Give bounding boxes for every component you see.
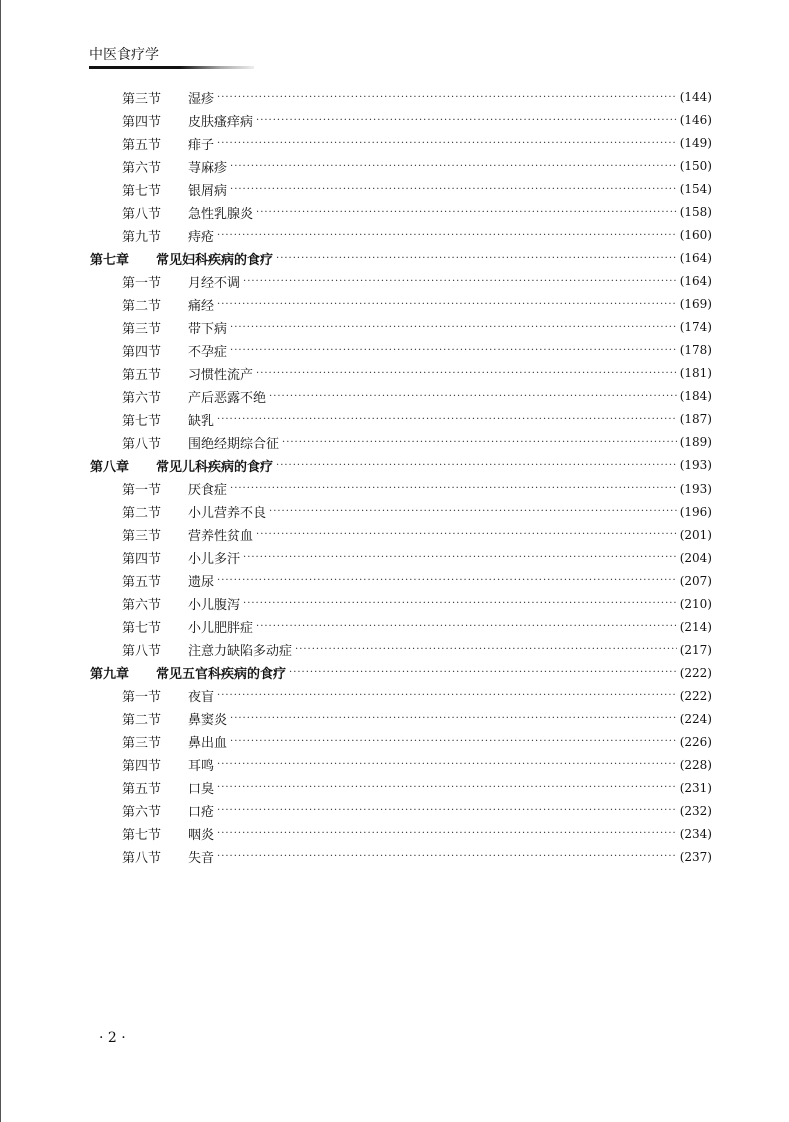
entry-number: 第七章 — [90, 252, 130, 268]
entry-page: (187) — [679, 412, 712, 427]
entry-title: 急性乳腺炎 — [188, 206, 254, 222]
entry-title: 痱子 — [188, 137, 215, 153]
toc-section-entry — [122, 754, 712, 776]
toc-section-entry — [122, 524, 712, 546]
entry-title: 痛经 — [188, 298, 215, 314]
entry-number: 第四节 — [122, 552, 162, 568]
dot-leader — [217, 759, 677, 770]
entry-title: 习惯性流产 — [188, 367, 254, 383]
entry-number: 第七节 — [122, 828, 162, 844]
entry-number: 第四节 — [122, 114, 162, 130]
dot-leader — [217, 575, 677, 586]
dot-leader — [230, 322, 677, 333]
dot-leader — [217, 299, 677, 310]
entry-page: (232) — [679, 803, 712, 818]
entry-title: 产后恶露不绝 — [188, 390, 267, 406]
toc-section-entry — [122, 593, 712, 615]
toc-chapter-entry — [90, 662, 712, 684]
dot-leader — [256, 529, 677, 540]
dot-leader — [230, 483, 677, 494]
entry-page: (193) — [679, 458, 712, 473]
toc-chapter-entry — [90, 454, 712, 476]
toc-section-entry — [122, 431, 712, 453]
entry-title: 银屑病 — [188, 183, 228, 199]
dot-leader — [276, 460, 677, 471]
entry-title: 夜盲 — [188, 690, 215, 706]
dot-leader — [243, 552, 677, 563]
entry-number: 第七节 — [122, 183, 162, 199]
entry-number: 第八节 — [122, 206, 162, 222]
entry-number: 第八节 — [122, 644, 162, 660]
dot-leader — [256, 115, 677, 126]
entry-number: 第二节 — [122, 506, 162, 522]
entry-title: 痔疮 — [188, 229, 215, 245]
entry-number: 第五节 — [122, 575, 162, 591]
entry-page: (150) — [679, 159, 712, 174]
dot-leader — [217, 414, 677, 425]
entry-page: (181) — [679, 366, 712, 381]
toc-section-entry — [122, 777, 712, 799]
entry-title: 鼻窦炎 — [188, 713, 228, 729]
entry-page: (144) — [679, 90, 712, 104]
entry-number: 第九节 — [122, 229, 162, 245]
toc-section-entry — [122, 731, 712, 753]
toc-section-entry — [122, 800, 712, 822]
entry-page: (231) — [679, 780, 712, 795]
entry-page: (228) — [679, 757, 712, 772]
entry-number: 第一节 — [122, 483, 162, 498]
entry-title: 失音 — [188, 851, 215, 867]
entry-page: (210) — [679, 596, 712, 611]
entry-title: 鼻出血 — [188, 736, 228, 752]
entry-title: 口臭 — [188, 782, 215, 798]
dot-leader — [289, 667, 677, 678]
entry-page: (160) — [679, 228, 712, 243]
dot-leader — [230, 736, 677, 747]
entry-title: 厌食症 — [188, 483, 228, 498]
entry-page: (201) — [679, 527, 712, 542]
entry-number: 第六节 — [122, 390, 162, 406]
toc-section-entry — [122, 501, 712, 523]
dot-leader — [217, 851, 677, 862]
toc-section-entry — [122, 846, 712, 868]
entry-page: (196) — [679, 504, 712, 519]
entry-title: 小儿腹泻 — [188, 598, 241, 614]
entry-title: 营养性贫血 — [188, 529, 254, 545]
entry-title: 湿疹 — [188, 91, 215, 107]
dot-leader — [243, 276, 677, 287]
dot-leader — [269, 391, 677, 402]
toc-section-entry — [122, 616, 712, 638]
entry-number: 第三节 — [122, 736, 162, 752]
entry-number: 第八章 — [90, 459, 130, 475]
entry-title: 荨麻疹 — [188, 160, 228, 176]
entry-number: 第一节 — [122, 275, 162, 291]
dot-leader — [230, 345, 677, 356]
entry-page: (149) — [679, 136, 712, 151]
toc-section-entry — [122, 316, 712, 338]
page-number: · 2 · — [99, 1030, 126, 1046]
entry-number: 第三节 — [122, 529, 162, 545]
entry-page: (204) — [679, 550, 712, 565]
dot-leader — [256, 621, 677, 632]
entry-page: (226) — [679, 734, 712, 749]
toc-section-entry — [122, 708, 712, 730]
dot-leader — [282, 437, 677, 448]
entry-title: 不孕症 — [188, 344, 228, 360]
entry-page: (193) — [679, 481, 712, 496]
toc-section-entry — [122, 408, 712, 430]
entry-page: (178) — [679, 343, 712, 358]
dot-leader — [256, 207, 677, 218]
entry-number: 第六节 — [122, 160, 162, 176]
entry-number: 第八节 — [122, 851, 162, 867]
dot-leader — [217, 138, 677, 149]
toc-section-entry — [122, 547, 712, 569]
toc-section-entry — [122, 86, 712, 108]
entry-page: (146) — [679, 113, 712, 128]
toc-section-entry — [122, 385, 712, 407]
entry-title: 皮肤瘙痒病 — [188, 114, 254, 130]
entry-title: 月经不调 — [188, 275, 241, 291]
entry-title: 小儿肥胖症 — [188, 621, 254, 637]
dot-leader — [256, 368, 677, 379]
entry-title: 常见五官科疾病的食疗 — [156, 667, 287, 683]
toc-section-entry — [122, 132, 712, 154]
toc-section-entry — [122, 293, 712, 315]
entry-number: 第七节 — [122, 413, 162, 429]
toc-section-entry — [122, 109, 712, 131]
entry-number: 第一节 — [122, 690, 162, 706]
dot-leader — [217, 828, 677, 839]
entry-number: 第六节 — [122, 598, 162, 614]
entry-number: 第八节 — [122, 436, 162, 452]
entry-page: (158) — [679, 205, 712, 220]
entry-title: 常见儿科疾病的食疗 — [156, 459, 274, 475]
entry-page: (224) — [679, 711, 712, 726]
toc-section-entry — [122, 639, 712, 661]
entry-title: 注意力缺陷多动症 — [188, 644, 293, 660]
toc-section-entry — [122, 270, 712, 292]
entry-page: (237) — [679, 849, 712, 864]
header-rule — [89, 66, 254, 69]
entry-page: (164) — [679, 274, 712, 289]
entry-page: (214) — [679, 619, 712, 634]
toc-section-entry — [122, 570, 712, 592]
dot-leader — [295, 644, 677, 655]
dot-leader — [276, 253, 677, 264]
toc-section-entry — [122, 155, 712, 177]
entry-number: 第二节 — [122, 298, 162, 314]
toc-section-entry — [122, 823, 712, 845]
dot-leader — [217, 805, 677, 816]
entry-title: 小儿多汗 — [188, 552, 241, 568]
entry-title: 耳鸣 — [188, 759, 215, 775]
entry-number: 第二节 — [122, 713, 162, 729]
entry-page: (222) — [679, 665, 712, 680]
entry-number: 第七节 — [122, 621, 162, 637]
dot-leader — [230, 184, 677, 195]
dot-leader — [217, 230, 677, 241]
entry-page: (169) — [679, 297, 712, 312]
dot-leader — [243, 598, 677, 609]
entry-page: (234) — [679, 826, 712, 841]
entry-number: 第四节 — [122, 759, 162, 775]
toc-section-entry — [122, 201, 712, 223]
entry-title: 缺乳 — [188, 413, 215, 429]
dot-leader — [217, 782, 677, 793]
dot-leader — [230, 161, 677, 172]
entry-title: 咽炎 — [188, 828, 215, 844]
entry-title: 围绝经期综合征 — [188, 436, 280, 452]
entry-title: 口疮 — [188, 805, 215, 821]
dot-leader — [230, 713, 677, 724]
entry-page: (164) — [679, 251, 712, 266]
entry-number: 第五节 — [122, 137, 162, 153]
entry-page: (189) — [679, 435, 712, 450]
entry-title: 带下病 — [188, 321, 228, 337]
entry-number: 第四节 — [122, 344, 162, 360]
toc-section-entry — [122, 362, 712, 384]
entry-page: (174) — [679, 320, 712, 335]
toc-section-entry — [122, 685, 712, 707]
toc-chapter-entry — [90, 247, 712, 269]
running-header: 中医食疗学 — [89, 47, 159, 63]
dot-leader — [269, 506, 677, 517]
toc-section-entry — [122, 339, 712, 361]
entry-title: 小儿营养不良 — [188, 506, 267, 522]
entry-page: (217) — [679, 642, 712, 657]
toc-section-entry — [122, 178, 712, 200]
entry-page: (154) — [679, 182, 712, 197]
entry-title: 遗尿 — [188, 575, 215, 591]
dot-leader — [217, 92, 677, 103]
entry-number: 第五节 — [122, 367, 162, 383]
entry-title: 常见妇科疾病的食疗 — [156, 252, 274, 268]
entry-page: (207) — [679, 573, 712, 588]
entry-number: 第九章 — [90, 667, 130, 683]
entry-number: 第五节 — [122, 782, 162, 798]
entry-number: 第三节 — [122, 321, 162, 337]
entry-number: 第三节 — [122, 91, 162, 107]
entry-page: (184) — [679, 389, 712, 404]
entry-page: (222) — [679, 688, 712, 703]
toc-section-entry — [122, 478, 712, 500]
dot-leader — [217, 690, 677, 701]
entry-number: 第六节 — [122, 805, 162, 821]
toc-section-entry — [122, 224, 712, 246]
